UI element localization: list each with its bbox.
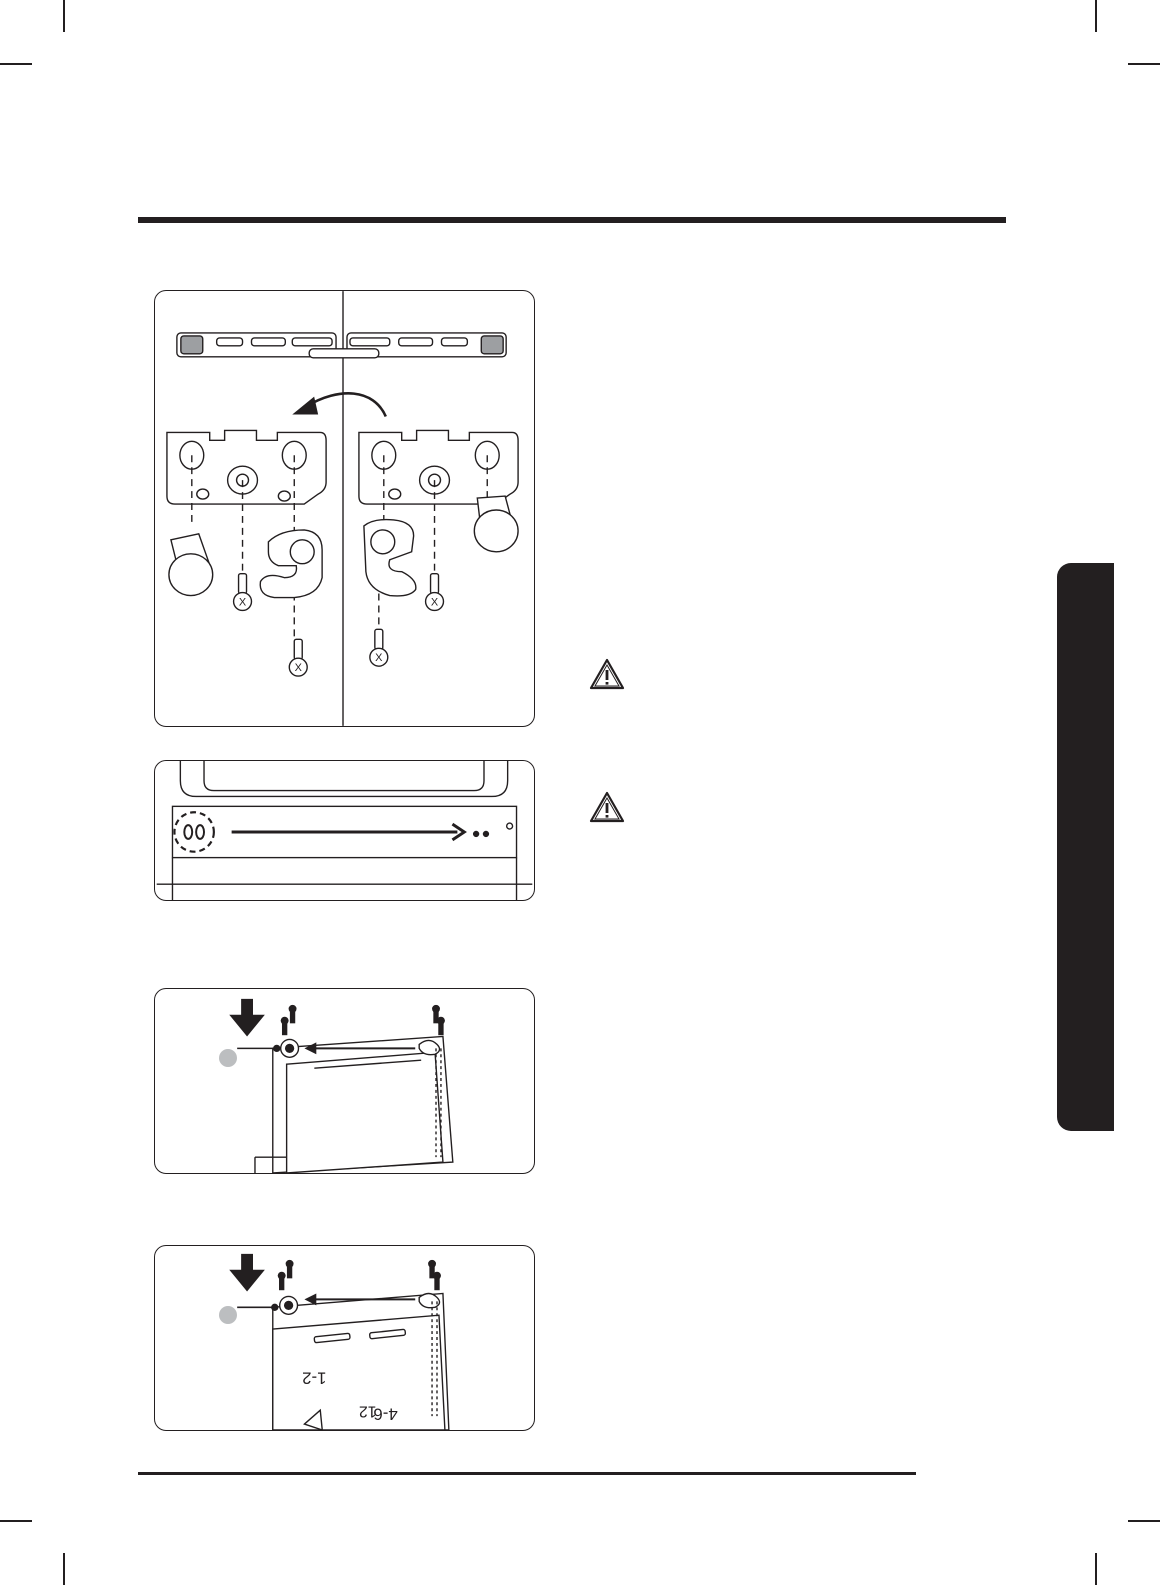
figure-top-hinge-b [154,1245,535,1431]
door-print-1-2: 1-2 [302,1368,327,1388]
callout-marker [219,1049,237,1067]
crop-mark-bottom-left-h [0,1520,32,1522]
chapter-side-tab [1057,563,1114,1131]
figure-top-hinge-a [154,988,535,1174]
screw-mark: X [294,662,302,675]
crop-mark-top-right-v [1095,0,1097,32]
door-print-12: 12 [358,1402,377,1420]
callout-marker [219,1306,237,1324]
warning-triangle-icon [589,791,625,823]
warning-triangle-icon [589,658,625,690]
top-hinge-a-illustration [155,989,534,1173]
screw-mark: X [375,652,383,665]
crop-mark-bottom-right-v [1095,1553,1097,1585]
crop-mark-bottom-right-h [1128,1520,1160,1522]
crop-mark-bottom-left-v [63,1553,65,1585]
header-rule [138,217,1006,223]
crop-mark-top-left-v [63,0,65,32]
figure-hinge-swap [154,290,535,727]
door-print-4-6: 4-6 [373,1404,398,1424]
crop-mark-top-right-h [1128,63,1160,65]
footer-rule [138,1472,916,1475]
door-slide-illustration [155,761,534,900]
screw-mark: X [430,596,439,609]
hinge-swap-illustration [155,291,534,726]
crop-mark-top-left-h [0,63,32,65]
figure-door-slide [154,760,535,901]
top-hinge-b-illustration [155,1246,534,1430]
screw-mark: X [238,596,247,609]
